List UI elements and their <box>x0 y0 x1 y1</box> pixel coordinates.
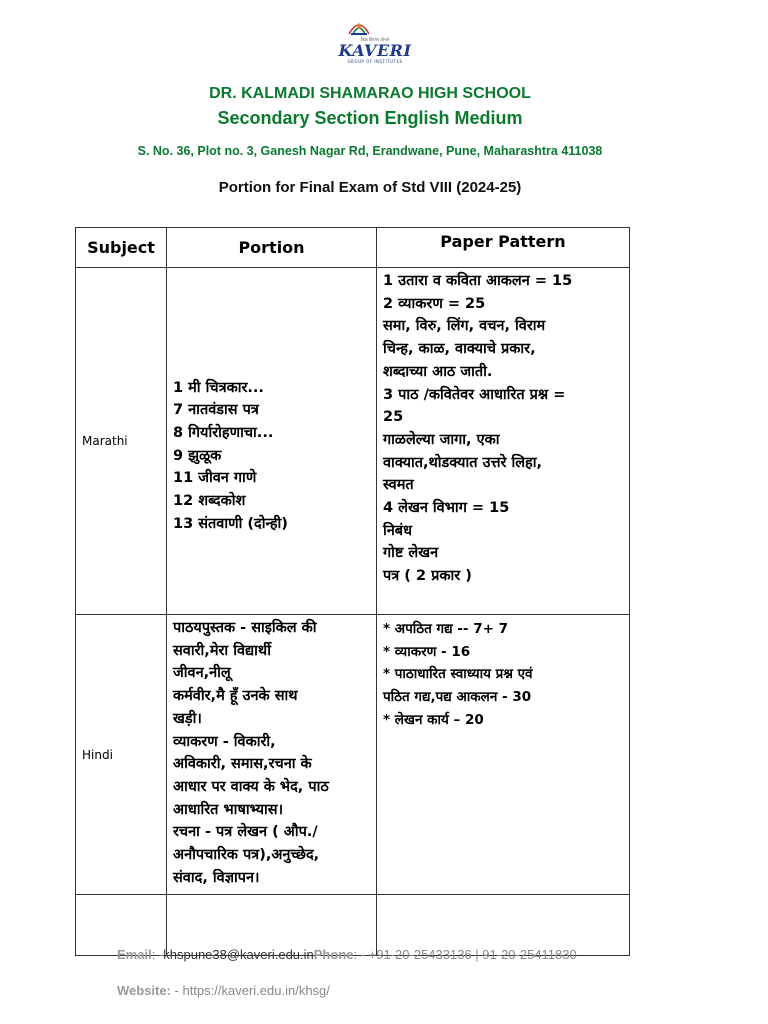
text-line: 13 संतवाणी (दोन्ही) <box>173 515 288 532</box>
text-line: पठित गद्य,पद्य आकलन - 30 <box>383 689 532 706</box>
text-line: 2 व्याकरण = 25 <box>383 295 486 312</box>
portion-table <box>75 227 630 956</box>
text-line: वाक्यात,थोडक्यात उत्तरे लिहा, <box>383 454 543 471</box>
logo-brand: KAVERI <box>338 41 412 60</box>
text-line: * लेखन कार्य – 20 <box>383 711 484 728</box>
table-row <box>76 268 630 615</box>
text-line: 11 जीवन गाणे <box>173 470 257 487</box>
phone-label: Phone <box>313 947 354 962</box>
text-line: आधार पर वाक्य के भेद, पाठ <box>173 778 329 795</box>
paper-pattern-lines <box>383 618 625 732</box>
school-section: Secondary Section English Medium <box>217 108 523 128</box>
text-line: पाठयपुस्तक - साइकिल की <box>173 620 317 636</box>
logo-tagline: विद्या विनयेन शोभते <box>360 37 390 42</box>
text-line: निबंध <box>383 522 412 539</box>
text-line: अविकारी, समास,रचना के <box>173 756 312 773</box>
portion-header: Portion <box>167 228 377 268</box>
phone-value: : - +91-20-25433136 | 91-20-25411830 <box>353 947 577 962</box>
footer-contact <box>117 947 577 962</box>
text-line: * पाठाधारित स्वाध्याय प्रश्न एवं <box>383 666 533 683</box>
portion-cell <box>167 615 377 895</box>
text-line: खड़ी। <box>173 710 202 727</box>
text-line: * व्याकरण - 16 <box>383 643 471 660</box>
text-line: 1 मी चित्रकार... <box>173 379 264 396</box>
website-link[interactable]: - https://kaveri.edu.in/khsg/ <box>170 983 330 998</box>
footer-website <box>117 983 330 998</box>
text-line: कर्मवीर,मै हूँ उनके साथ <box>173 688 298 705</box>
table-row <box>76 615 630 895</box>
paper-pattern-cell <box>377 268 630 615</box>
website-label: Website: <box>117 983 171 998</box>
text-line: व्याकरण - विकारी, <box>173 733 276 750</box>
text-line: समा, विरु, लिंग, वचन, विराम <box>383 318 546 335</box>
subject-cell: Hindi <box>76 615 167 895</box>
paper-pattern-lines <box>383 270 625 588</box>
text-line: चिन्ह, काळ, वाक्याचे प्रकार, <box>383 341 536 358</box>
text-line: अनौपचारिक पत्र),अनुच्छेद, <box>173 847 320 864</box>
subject-cell: Marathi <box>76 268 167 615</box>
text-line: पत्र ( 2 प्रकार ) <box>383 568 472 585</box>
text-line: जीवन,नीलू <box>173 665 231 682</box>
email-label: Email <box>117 947 152 962</box>
exam-title: Portion for Final Exam of Std VIII (2024-25) <box>218 179 522 196</box>
text-line: गाळलेल्या जागा, एका <box>383 431 500 448</box>
text-line: संवाद, विज्ञापन। <box>173 869 260 886</box>
portion-lines <box>173 617 370 889</box>
subject-header: Subject <box>76 228 167 268</box>
text-line: 9 झुळूक <box>173 447 222 464</box>
school-address: S. No. 36, Plot no. 3, Ganesh Nagar Rd, Erandwane, Pune, Maharashtra 411038 <box>137 144 603 158</box>
table-header-row <box>76 228 630 268</box>
text-line: * अपठित गद्य -- 7+ 7 <box>383 621 508 637</box>
text-line: स्वमत <box>383 477 414 494</box>
portion-cell <box>167 268 377 615</box>
logo-subtitle: GROUP OF INSTITUTES <box>347 59 403 64</box>
email-link[interactable]: khspune38@kaveri.edu.in <box>163 947 314 962</box>
text-line: 1 उतारा व कविता आकलन = 15 <box>383 273 573 289</box>
text-line: 7 नातवंडास पत्र <box>173 402 259 419</box>
text-line: सवारी,मेरा विद्यार्थी <box>173 642 271 659</box>
lamp-emblem-icon <box>345 18 373 36</box>
portion-lines <box>173 377 376 536</box>
paper-pattern-cell <box>377 615 630 895</box>
text-line: रचना - पत्र लेखन ( औप./ <box>173 824 318 841</box>
email-separator: : - <box>151 947 164 962</box>
text-line: 4 लेखन विभाग = 15 <box>383 500 510 517</box>
paper-pattern-header: Paper Pattern <box>377 228 630 268</box>
text-line: शब्दाच्या आठ जाती. <box>383 363 493 380</box>
school-name: DR. KALMADI SHAMARAO HIGH SCHOOL <box>209 85 531 102</box>
text-line: गोष्ट लेखन <box>383 545 439 562</box>
text-line: 12 शब्दकोश <box>173 493 246 510</box>
text-line: 8 गिर्यारोहणाचा... <box>173 424 274 441</box>
text-line: 25 <box>383 409 404 426</box>
text-line: आधारित भाषाभ्यास। <box>173 801 284 818</box>
kaveri-logo <box>333 18 417 64</box>
text-line: 3 पाठ /कवितेवर आधारित प्रश्न = <box>383 386 566 403</box>
